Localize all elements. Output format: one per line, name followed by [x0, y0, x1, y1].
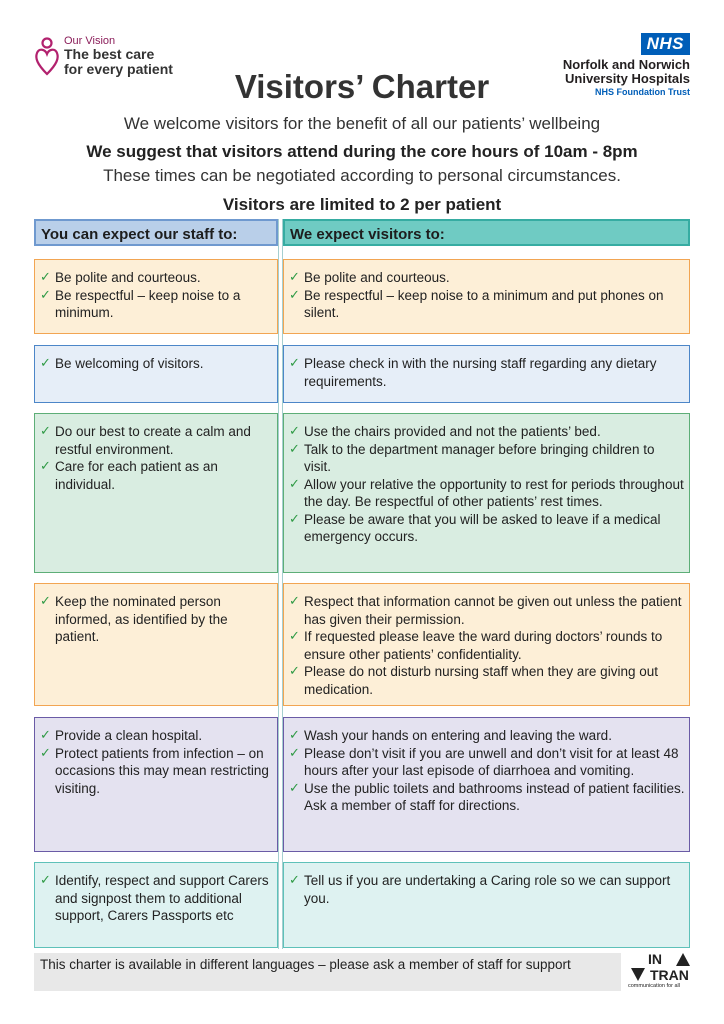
staff-box-5: [34, 717, 278, 852]
visitors-list: [288, 269, 685, 322]
negotiable-text: These times can be negotiated according to personal circumstances.: [103, 166, 621, 185]
staff-box-2: [34, 345, 278, 403]
staff-list: [39, 355, 273, 373]
list-item-text: Do our best to create a calm and restful environment.: [55, 424, 251, 457]
vision-line-1: The best care: [64, 46, 155, 62]
visitor-box-1: [283, 259, 690, 334]
org-line-1: Norfolk and Norwich: [562, 57, 690, 72]
footer-note: This charter is available in different languages – please ask a member of staff for support: [34, 953, 621, 991]
core-hours-text: We suggest that visitors attend during the core hours of 10am - 8pm: [86, 142, 638, 161]
list-item: [288, 745, 685, 780]
list-item: [288, 441, 685, 476]
list-item: [288, 476, 685, 511]
list-item-text: If requested please leave the ward during doctors’ rounds to ensure other patients’ confidentiality.: [304, 629, 663, 662]
list-item-text: Be respectful – keep noise to a minimum.: [55, 287, 241, 320]
check-icon: ✓: [289, 287, 300, 303]
list-item-text: Talk to the department manager before bringing children to visit.: [304, 441, 655, 474]
check-icon: ✓: [289, 356, 300, 371]
list-item: [288, 628, 685, 663]
staff-list: [39, 727, 273, 797]
check-icon: ✓: [289, 664, 300, 679]
visitors-column-header: We expect visitors to:: [283, 219, 690, 246]
check-icon: ✓: [289, 629, 300, 644]
check-icon: ✓: [40, 728, 51, 743]
list-item-text: Tell us if you are undertaking a Caring role so we can support you.: [304, 873, 671, 906]
vision-label: Our Vision: [64, 35, 116, 47]
check-icon: ✓: [289, 441, 300, 457]
visitor-box-2: [283, 345, 690, 403]
staff-box-4: [34, 583, 278, 706]
list-item-text: Allow your relative the opportunity to rest for periods throughout the day. Be respectful of other patients’ rest times.: [304, 476, 684, 509]
check-icon: ✓: [289, 476, 300, 492]
list-item: [39, 269, 273, 287]
staff-list: [39, 593, 273, 646]
check-icon: ✓: [289, 511, 300, 527]
intran-in: IN: [648, 951, 662, 967]
visitors-list: [288, 423, 685, 546]
org-line-2: University Hospitals: [565, 71, 690, 86]
list-item: [288, 269, 685, 287]
intran-down-triangle-icon: [631, 968, 645, 981]
welcome-text: We welcome visitors for the benefit of all our patients’ wellbeing: [123, 114, 601, 133]
check-icon: ✓: [289, 594, 300, 609]
list-item-text: Please check in with the nursing staff regarding any dietary requirements.: [304, 356, 657, 389]
list-item-text: Be welcoming of visitors.: [55, 356, 204, 371]
list-item-text: Please do not disturb nursing staff when they are giving out medication.: [304, 664, 658, 697]
staff-column-header: You can expect our staff to:: [34, 219, 278, 246]
list-item-text: Be polite and courteous.: [55, 270, 201, 285]
check-icon: ✓: [40, 873, 51, 888]
list-item-text: Be respectful – keep noise to a minimum and put phones on silent.: [304, 287, 664, 320]
list-item-text: Identify, respect and support Carers and signpost them to additional support, Carers Passports etc: [55, 873, 269, 923]
check-icon: ✓: [289, 270, 300, 285]
list-item-text: Wash your hands on entering and leaving the ward.: [304, 728, 612, 743]
staff-box-3: [34, 413, 278, 573]
list-item: [288, 287, 685, 322]
staff-list: [39, 872, 273, 925]
check-icon: ✓: [40, 270, 51, 285]
list-item: [39, 593, 273, 646]
list-item-text: Please don’t visit if you are unwell and don’t visit for at least 48 hours after your last episode of diarrhoea and vomiting.: [304, 745, 679, 778]
check-icon: ✓: [289, 745, 300, 761]
nhs-logo: NHS: [641, 33, 690, 55]
visitors-list: [288, 593, 685, 698]
list-item: [39, 355, 273, 373]
list-item-text: Please be aware that you will be asked to leave if a medical emergency occurs.: [304, 511, 661, 544]
list-item-text: Respect that information cannot be given out unless the patient has given their permission.: [304, 594, 682, 627]
intran-caption: communication for all: [628, 983, 680, 989]
check-icon: ✓: [289, 873, 300, 888]
list-item-text: Use the chairs provided and not the patients’ bed.: [304, 424, 601, 439]
list-item-text: Provide a clean hospital.: [55, 728, 203, 743]
check-icon: ✓: [289, 424, 300, 439]
check-icon: ✓: [40, 745, 51, 761]
list-item-text: Use the public toilets and bathrooms instead of patient facilities. Ask a member of staff for directions.: [304, 780, 685, 813]
list-item: [39, 745, 273, 798]
list-item-text: Care for each patient as an individual.: [55, 459, 218, 492]
visitor-limit-text: Visitors are limited to 2 per patient: [222, 195, 502, 214]
list-item: [39, 872, 273, 925]
visitor-box-4: [283, 583, 690, 706]
list-item: [288, 727, 685, 745]
staff-box-6: [34, 862, 278, 948]
check-icon: ✓: [40, 287, 51, 303]
visitors-list: [288, 727, 685, 815]
list-item: [39, 287, 273, 322]
visitors-list: [288, 872, 685, 907]
list-item: [288, 593, 685, 628]
staff-list: [39, 423, 273, 493]
list-item: [288, 423, 685, 441]
list-item-text: Be polite and courteous.: [304, 270, 450, 285]
check-icon: ✓: [40, 356, 51, 371]
list-item: [288, 355, 685, 390]
visitor-box-6: [283, 862, 690, 948]
list-item-text: Keep the nominated person informed, as identified by the patient.: [55, 594, 228, 644]
vision-line-2: for every patient: [64, 61, 173, 77]
page-title: Visitors’ Charter: [234, 68, 490, 105]
list-item: [288, 780, 685, 815]
trust-name: NHS Foundation Trust: [595, 87, 690, 97]
list-item: [39, 423, 273, 458]
visitors-list: [288, 355, 685, 390]
check-icon: ✓: [40, 424, 51, 439]
check-icon: ✓: [289, 728, 300, 743]
list-item: [288, 511, 685, 546]
check-icon: ✓: [40, 594, 51, 609]
staff-box-1: [34, 259, 278, 334]
list-item: [288, 872, 685, 907]
check-icon: ✓: [289, 780, 300, 796]
check-icon: ✓: [40, 459, 51, 474]
list-item: [39, 458, 273, 493]
list-item: [288, 663, 685, 698]
intran-tran: TRAN: [650, 967, 689, 983]
list-item: [39, 727, 273, 745]
visitor-box-3: [283, 413, 690, 573]
visitor-box-5: [283, 717, 690, 852]
intran-logo: [628, 951, 692, 991]
staff-list: [39, 269, 273, 322]
intran-up-triangle-icon: [676, 953, 690, 966]
list-item-text: Protect patients from infection – on occasions this may mean restricting visiting.: [55, 745, 269, 796]
